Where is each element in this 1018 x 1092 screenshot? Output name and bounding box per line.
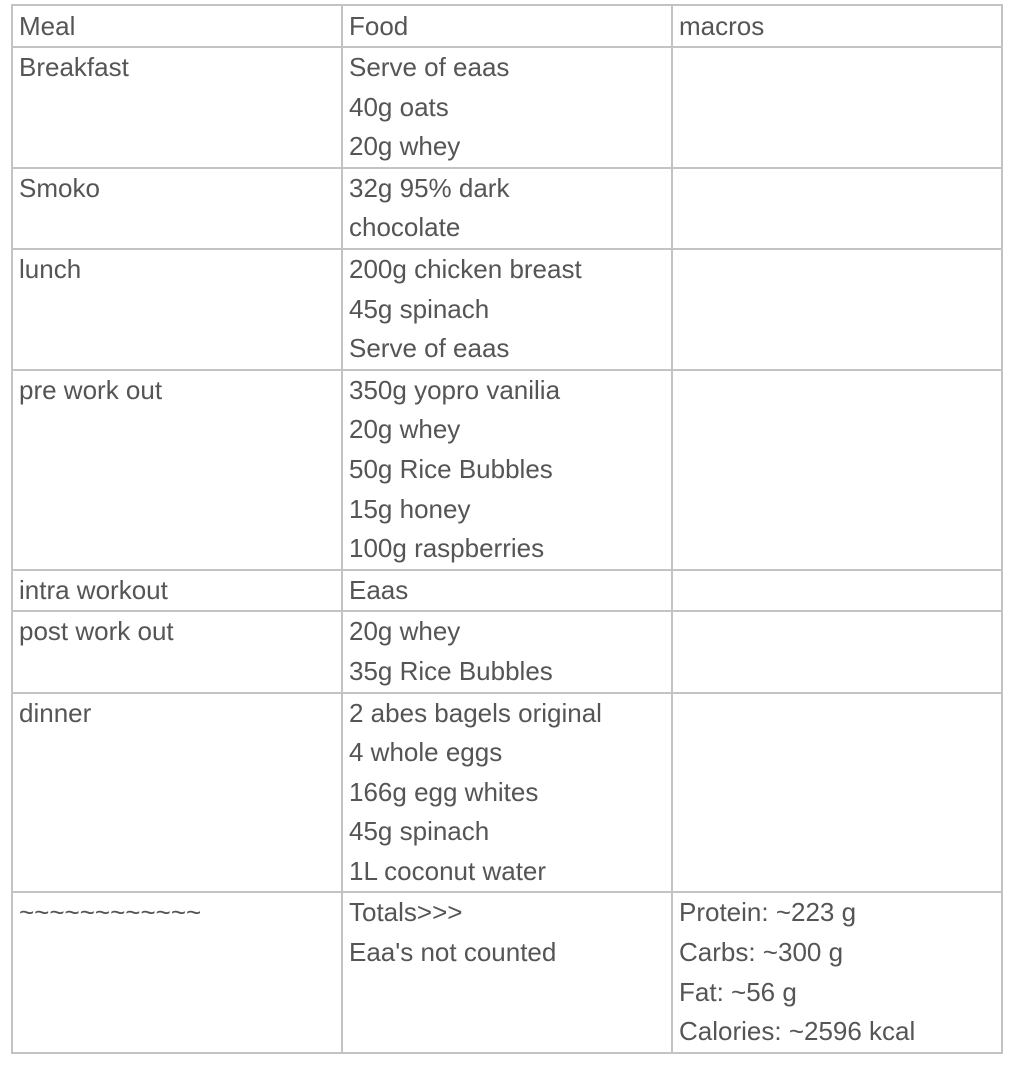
food-item: Eaa's not counted [349,937,557,968]
table-row [12,693,1002,893]
food-cell [342,693,672,893]
food-item: 45g spinach [349,816,490,847]
macros-cell [672,249,1002,370]
table-row [12,892,1002,1052]
table-row [12,370,1002,570]
macros-cell [672,570,1002,612]
meal-name: Smoko [19,172,100,203]
food-item: 35g Rice Bubbles [349,655,553,686]
food-item: 200g chicken breast [349,253,582,284]
food-cell [342,611,672,692]
macros-cell [672,892,1002,1052]
food-cell [342,168,672,249]
food-item: 1L coconut water [349,855,547,886]
food-cell [342,570,672,612]
food-item: 350g yopro vanilia [349,374,561,405]
food-cell [342,47,672,168]
macros-cell [672,370,1002,570]
meal-cell [12,249,342,370]
table-body [12,5,1002,1053]
food-item: 15g honey [349,493,471,524]
food-item: Eaas [349,574,409,605]
food-item: 50g Rice Bubbles [349,453,553,484]
food-item: 2 abes bagels original [349,697,602,728]
macro-item: Carbs: ~300 g [679,937,844,968]
meal-cell [12,611,342,692]
food-item: 20g whey [349,414,461,445]
food-item: chocolate [349,212,461,243]
meal-cell [12,892,342,1052]
macro-item: Fat: ~56 g [679,976,797,1007]
food-item: 45g spinach [349,293,490,324]
table-row [12,47,1002,168]
food-item: 166g egg whites [349,776,539,807]
food-item: 4 whole eggs [349,737,503,768]
food-item: 20g whey [349,131,461,162]
meal-name: dinner [19,697,92,728]
meal-name: pre work out [19,374,163,405]
meal-plan-table [11,4,1003,1054]
macros-cell [672,693,1002,893]
table-row [12,168,1002,249]
meal-cell [12,47,342,168]
meal-name: ~~~~~~~~~~~~ [19,897,202,928]
food-cell [342,249,672,370]
header-meal: Meal [12,5,342,47]
meal-cell [12,693,342,893]
food-item: 20g whey [349,616,461,647]
macros-cell [672,47,1002,168]
food-cell [342,892,672,1052]
food-item: 100g raspberries [349,533,545,564]
header-row [12,5,1002,47]
table-row [12,611,1002,692]
food-item: Serve of eaas [349,333,510,364]
meal-cell [12,570,342,612]
table-row [12,249,1002,370]
macros-cell [672,611,1002,692]
meal-name: intra workout [19,574,168,605]
food-item: Serve of eaas [349,52,510,82]
meal-name: post work out [19,616,174,647]
food-item: 40g oats [349,91,449,122]
table-row [12,570,1002,612]
meal-name: Breakfast [19,52,129,82]
macro-item: Calories: ~2596 kcal [679,1016,916,1047]
food-cell [342,370,672,570]
meal-name: lunch [19,253,82,284]
header-food: Food [342,5,672,47]
food-item: 32g 95% dark [349,172,510,203]
macros-cell [672,168,1002,249]
meal-cell [12,370,342,570]
meal-cell [12,168,342,249]
food-item: Totals>>> [349,897,463,928]
macro-item: Protein: ~223 g [679,897,857,928]
header-macros: macros [672,5,1002,47]
